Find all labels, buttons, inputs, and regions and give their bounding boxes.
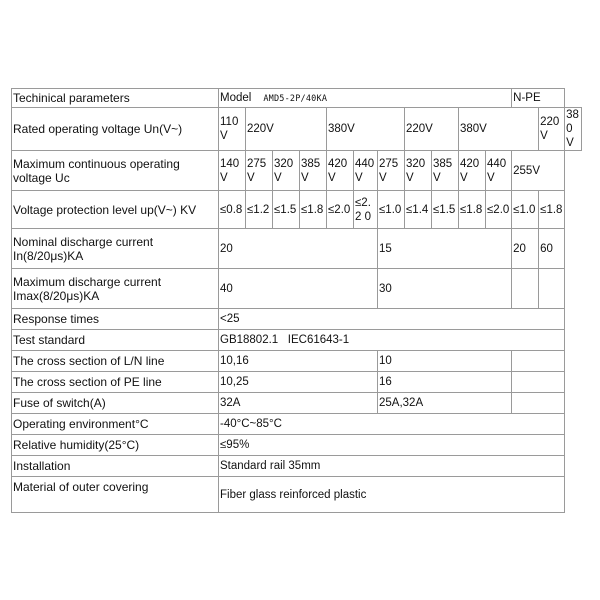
ln-n xyxy=(512,351,565,372)
maxdis-a: 40 xyxy=(219,269,378,309)
model-label: Model xyxy=(220,91,252,104)
protect-b-2: ≤1.5 xyxy=(432,191,459,229)
rated-b1: 220V xyxy=(405,108,459,151)
maxcont-a-0: 140 V xyxy=(219,151,246,191)
protect-b-3: ≤1.8 xyxy=(459,191,486,229)
fuse-b: 25A,32A xyxy=(378,393,512,414)
table-row xyxy=(12,414,582,435)
protect-label: Voltage protection level up(V~) KV xyxy=(12,191,219,229)
table-row xyxy=(12,309,582,330)
table-row xyxy=(12,229,582,269)
nominal-b: 15 xyxy=(378,229,512,269)
fuse-n xyxy=(512,393,565,414)
header-label: Techinical parameters xyxy=(12,89,219,108)
maxcont-b-3: 420 V xyxy=(459,151,486,191)
maxcont-b-4: 440 V xyxy=(486,151,512,191)
table-row xyxy=(12,151,582,191)
parameters-table xyxy=(11,88,582,513)
protect-a-3: ≤1.8 xyxy=(300,191,327,229)
maxdis-n2 xyxy=(539,269,565,309)
material-value: Fiber glass reinforced plastic xyxy=(219,477,565,513)
table-row xyxy=(12,191,582,229)
fuse-label: Fuse of switch(A) xyxy=(12,393,219,414)
protect-b-0: ≤1.0 xyxy=(378,191,405,229)
install-label: Installation xyxy=(12,456,219,477)
nominal-label: Nominal discharge current In(8/20μs)KA xyxy=(12,229,219,269)
protect-a-2: ≤1.5 xyxy=(273,191,300,229)
maxcont-a-1: 275 V xyxy=(246,151,273,191)
protect-a-0: ≤0.8 xyxy=(219,191,246,229)
maxcont-n: 255V xyxy=(512,151,565,191)
maxcont-a-4: 420 V xyxy=(327,151,354,191)
protect-a-1: ≤1.2 xyxy=(246,191,273,229)
model-code: AMD5-2P/40KA xyxy=(263,93,328,104)
humidity-label: Relative humidity(25°C) xyxy=(12,435,219,456)
rated-a2: 220V xyxy=(246,108,327,151)
env-label: Operating environment°C xyxy=(12,414,219,435)
material-label: Material of outer covering xyxy=(12,477,219,513)
pe-a: 10,25 xyxy=(219,372,378,393)
pe-n xyxy=(512,372,565,393)
nominal-n1: 20 xyxy=(512,229,539,269)
protect-b-4: ≤2.0 xyxy=(486,191,512,229)
maxcont-b-2: 385 V xyxy=(432,151,459,191)
model-cell xyxy=(219,89,512,108)
table-row xyxy=(12,269,582,309)
rated-n2: 380 V xyxy=(565,108,582,151)
fuse-a: 32A xyxy=(219,393,378,414)
table-row xyxy=(12,351,582,372)
maxcont-b-0: 275 V xyxy=(378,151,405,191)
rated-n1: 220 V xyxy=(539,108,565,151)
maxcont-a-5: 440 V xyxy=(354,151,378,191)
rated-a1: 110 V xyxy=(219,108,246,151)
install-value: Standard rail 35mm xyxy=(219,456,565,477)
nominal-n2: 60 xyxy=(539,229,565,269)
nominal-a: 20 xyxy=(219,229,378,269)
pe-b: 16 xyxy=(378,372,512,393)
table-row xyxy=(12,477,582,513)
maxcont-label: Maximum continuous operating voltage Uc xyxy=(12,151,219,191)
table-row xyxy=(12,435,582,456)
maxdis-label: Maximum discharge current Imax(8/20μs)KA xyxy=(12,269,219,309)
standard-label: Test standard xyxy=(12,330,219,351)
standard-value: GB18802.1 IEC61643-1 xyxy=(219,330,565,351)
protect-n-0: ≤1.0 xyxy=(512,191,539,229)
maxcont-b-1: 320 V xyxy=(405,151,432,191)
npe-header: N-PE xyxy=(512,89,565,108)
rated-a3: 380V xyxy=(327,108,405,151)
rated-b2: 380V xyxy=(459,108,539,151)
pe-label: The cross section of PE line xyxy=(12,372,219,393)
ln-b: 10 xyxy=(378,351,512,372)
response-label: Response times xyxy=(12,309,219,330)
ln-label: The cross section of L/N line xyxy=(12,351,219,372)
maxdis-n1 xyxy=(512,269,539,309)
rated-label: Rated operating voltage Un(V~) xyxy=(12,108,219,151)
maxdis-b: 30 xyxy=(378,269,512,309)
protect-a-4: ≤2.0 xyxy=(327,191,354,229)
table-row xyxy=(12,89,582,108)
response-value: <25 xyxy=(219,309,565,330)
protect-b-1: ≤1.4 xyxy=(405,191,432,229)
env-value: -40°C~85°C xyxy=(219,414,565,435)
protect-n-1: ≤1.8 xyxy=(539,191,565,229)
ln-a: 10,16 xyxy=(219,351,378,372)
table-row xyxy=(12,393,582,414)
table-row xyxy=(12,456,582,477)
maxcont-a-3: 385 V xyxy=(300,151,327,191)
protect-a-5: ≤2.2 0 xyxy=(354,191,378,229)
humidity-value: ≤95% xyxy=(219,435,565,456)
maxcont-a-2: 320 V xyxy=(273,151,300,191)
table-row xyxy=(12,108,582,151)
table-row xyxy=(12,330,582,351)
table-row xyxy=(12,372,582,393)
